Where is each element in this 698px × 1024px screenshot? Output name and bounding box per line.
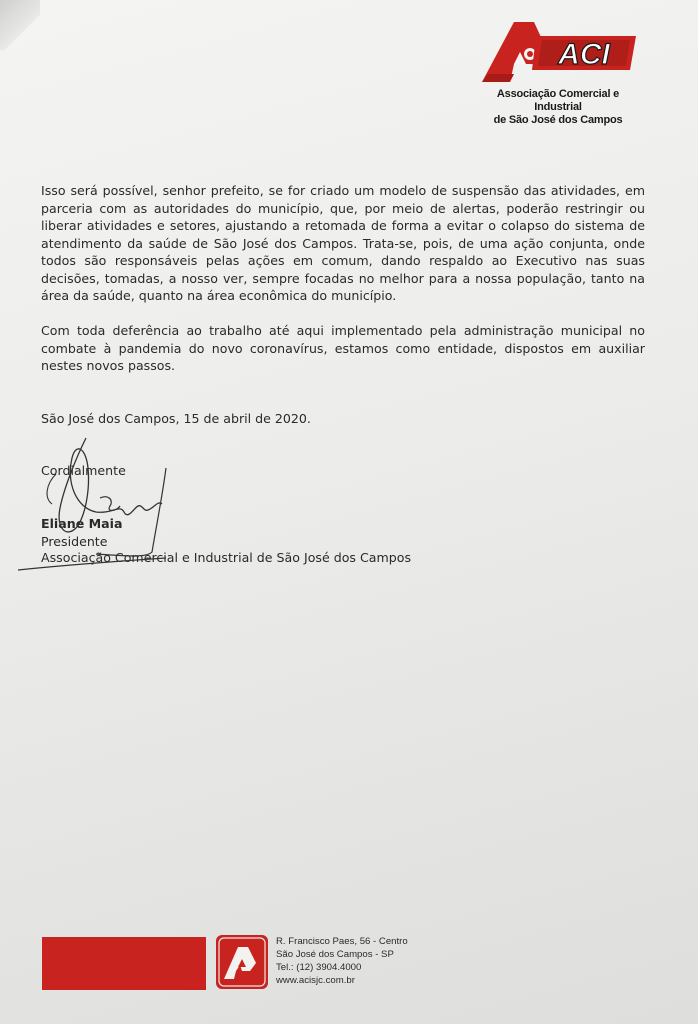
footer-red-bar [42, 937, 206, 990]
aci-header-logo [478, 18, 638, 126]
signer-org: Associação Comercial e Industrial de São José dos Campos [41, 550, 412, 565]
signer-name: Eliane Maia [41, 516, 123, 531]
footer-logo-icon [216, 935, 268, 989]
footer-website[interactable]: www.acisjc.com.br [276, 975, 355, 986]
place-date: São José dos Campos, 15 de abril de 2020. [41, 411, 311, 426]
signer-role: Presidente [41, 534, 108, 549]
letter-paragraph-2: Com toda deferência ao trabalho até aqui implementado pela administração municipal no combate à pandemia do novo coronavírus, estamos como entidade, dispostos em auxiliar nestes novos passos. [41, 323, 645, 373]
header-org-line1: Associação Comercial e Industrial [496, 88, 620, 113]
footer-address-line1: R. Francisco Paes, 56 - Centro [276, 936, 408, 947]
page-corner-fold [0, 0, 40, 50]
footer-address [276, 935, 408, 987]
logo-aci-text: ACI [558, 38, 610, 71]
handwritten-signature [16, 428, 176, 578]
closing: Cordialmente [41, 463, 126, 478]
header-org-name [478, 88, 638, 127]
header-org-line2: de São José dos Campos [493, 114, 623, 126]
letter-paragraph-1: Isso será possível, senhor prefeito, se for criado um modelo de suspensão das atividades, em parceria com as autoridades do município, que, por meio de alertas, poderão restringir ou liberar atividades e setores, ajustando a retomada de forma a evitar o colapso do sistema de atendimento da saúde de São José dos Campos. Trata-se, pois, de uma ação conjunta, onde todos são responsáveis pelas ações em comum, dando respaldo ao Executivo nas suas decisões, tomadas, a nosso ver, sempre focadas no melhor para a nossa população, tanto na área da saúde, quanto na área econômica do município. [41, 183, 645, 303]
footer-phone: Tel.: (12) 3904.4000 [276, 962, 362, 973]
footer-address-line2: São José dos Campos - SP [276, 949, 394, 960]
aci-logo-mark [480, 18, 636, 86]
